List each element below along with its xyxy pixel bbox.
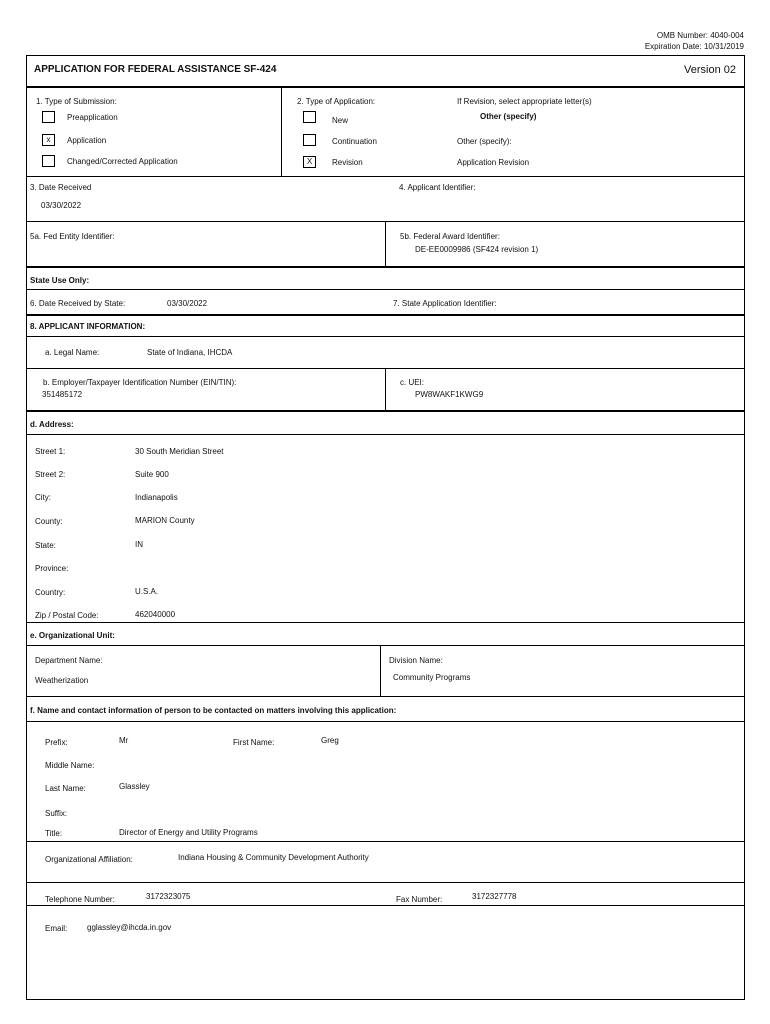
org-unit-label: e. Organizational Unit: (30, 631, 115, 640)
contact-title-value[interactable]: Director of Energy and Utility Programs (119, 828, 258, 837)
telephone-label: Telephone Number: (45, 895, 115, 904)
country-label: Country: (35, 588, 66, 597)
revision-letter-label: If Revision, select appropriate letter(s) (457, 97, 592, 106)
divider (27, 336, 744, 337)
checkbox-preapplication[interactable] (42, 111, 55, 123)
divider (27, 176, 744, 177)
city-label: City: (35, 493, 51, 502)
federal-award-value[interactable]: DE-EE0009986 (SF424 revision 1) (415, 245, 539, 254)
county-label: County: (35, 517, 63, 526)
submission-type-label: 1. Type of Submission: (36, 97, 117, 106)
zip-value[interactable]: 462040000 (135, 610, 176, 619)
email-label: Email: (45, 924, 68, 933)
contact-title-label: Title: (45, 829, 63, 838)
legal-name-value[interactable]: State of Indiana, IHCDA (147, 348, 233, 357)
divider (27, 696, 744, 697)
uei-value[interactable]: PW8WAKF1KWG9 (415, 390, 484, 399)
divider (385, 368, 386, 410)
affiliation-label: Organizational Affiliation: (45, 855, 133, 864)
revision-letter-value[interactable]: Other (specify) (480, 112, 537, 121)
street1-value[interactable]: 30 South Meridian Street (135, 447, 224, 456)
zip-label: Zip / Postal Code: (35, 611, 99, 620)
first-name-value[interactable]: Greg (321, 736, 339, 745)
prefix-label: Prefix: (45, 738, 68, 747)
divider (27, 905, 744, 906)
state-date-label: 6. Date Received by State: (30, 299, 126, 308)
omb-info (645, 30, 744, 52)
affiliation-value[interactable]: Indiana Housing & Community Development Authority (178, 853, 369, 862)
divider (380, 645, 381, 696)
divider (27, 434, 744, 435)
federal-award-label: 5b. Federal Award Identifier: (400, 232, 500, 241)
street2-label: Street 2: (35, 470, 66, 479)
label-new: New (332, 116, 349, 125)
sf424-form (26, 55, 745, 1000)
divider (27, 622, 744, 623)
divider (27, 86, 744, 88)
telephone-value[interactable]: 3172323075 (146, 892, 191, 901)
last-name-value[interactable]: Glassley (119, 782, 150, 791)
divider (27, 645, 744, 646)
expiration-date: Expiration Date: 10/31/2019 (644, 42, 744, 51)
fax-label: Fax Number: (396, 895, 443, 904)
divider (27, 266, 744, 268)
form-version: Version 02 (684, 64, 736, 76)
email-value[interactable]: gglassley@ihcda.in.gov (87, 923, 172, 932)
city-value[interactable]: Indianapolis (135, 493, 178, 502)
state-label: State: (35, 541, 56, 550)
date-received-label: 3. Date Received (30, 183, 92, 192)
label-revision: Revision (332, 158, 363, 167)
division-name-value[interactable]: Community Programs (393, 673, 471, 682)
address-label: d. Address: (30, 420, 74, 429)
prefix-value[interactable]: Mr (119, 736, 129, 745)
divider (385, 221, 386, 266)
divider (27, 314, 744, 316)
last-name-label: Last Name: (45, 784, 86, 793)
state-use-label: State Use Only: (30, 276, 90, 285)
applicant-identifier-label: 4. Applicant Identifier: (399, 183, 476, 192)
checkbox-application[interactable]: x (42, 134, 55, 146)
ein-label: b. Employer/Taxpayer Identification Number (EIN/TIN): (43, 378, 237, 387)
label-continuation: Continuation (332, 137, 377, 146)
checkbox-new[interactable] (303, 111, 316, 123)
label-changed-corrected: Changed/Corrected Application (67, 157, 178, 166)
form-title: APPLICATION FOR FEDERAL ASSISTANCE SF-424 (34, 64, 277, 75)
divider (27, 410, 744, 412)
date-received-value[interactable]: 03/30/2022 (41, 201, 82, 210)
ein-value[interactable]: 351485172 (42, 390, 83, 399)
fax-value[interactable]: 3172327778 (472, 892, 517, 901)
other-specify-value[interactable]: Application Revision (457, 158, 530, 167)
country-value[interactable]: U.S.A. (135, 587, 159, 596)
applicant-info-label: 8. APPLICANT INFORMATION: (30, 322, 146, 331)
county-value[interactable]: MARION County (135, 516, 195, 525)
department-name-value[interactable]: Weatherization (35, 676, 89, 685)
other-specify-label: Other (specify): (457, 137, 512, 146)
middle-name-label: Middle Name: (45, 761, 95, 770)
divider (27, 841, 744, 842)
application-type-label: 2. Type of Application: (297, 97, 376, 106)
department-name-label: Department Name: (35, 656, 103, 665)
division-name-label: Division Name: (389, 656, 443, 665)
street1-label: Street 1: (35, 447, 66, 456)
state-value[interactable]: IN (135, 540, 143, 549)
label-preapplication: Preapplication (67, 113, 118, 122)
divider (27, 289, 744, 290)
legal-name-label: a. Legal Name: (45, 348, 100, 357)
uei-label: c. UEI: (400, 378, 425, 387)
contact-section-label: f. Name and contact information of person to be contacted on matters involving this application: (30, 706, 397, 715)
divider (281, 87, 282, 176)
state-app-id-label: 7. State Application Identifier: (393, 299, 497, 308)
checkbox-continuation[interactable] (303, 134, 316, 146)
label-application: Application (67, 136, 107, 145)
street2-value[interactable]: Suite 900 (135, 470, 169, 479)
suffix-label: Suffix: (45, 809, 68, 818)
first-name-label: First Name: (233, 738, 275, 747)
state-date-value[interactable]: 03/30/2022 (167, 299, 208, 308)
fed-entity-label: 5a. Fed Entity Identifier: (30, 232, 115, 241)
checkbox-changed-corrected[interactable] (42, 155, 55, 167)
divider (27, 882, 744, 883)
checkbox-revision[interactable]: X (303, 156, 316, 168)
omb-number: OMB Number: 4040-004 (656, 31, 744, 40)
divider (27, 721, 744, 722)
province-label: Province: (35, 564, 69, 573)
